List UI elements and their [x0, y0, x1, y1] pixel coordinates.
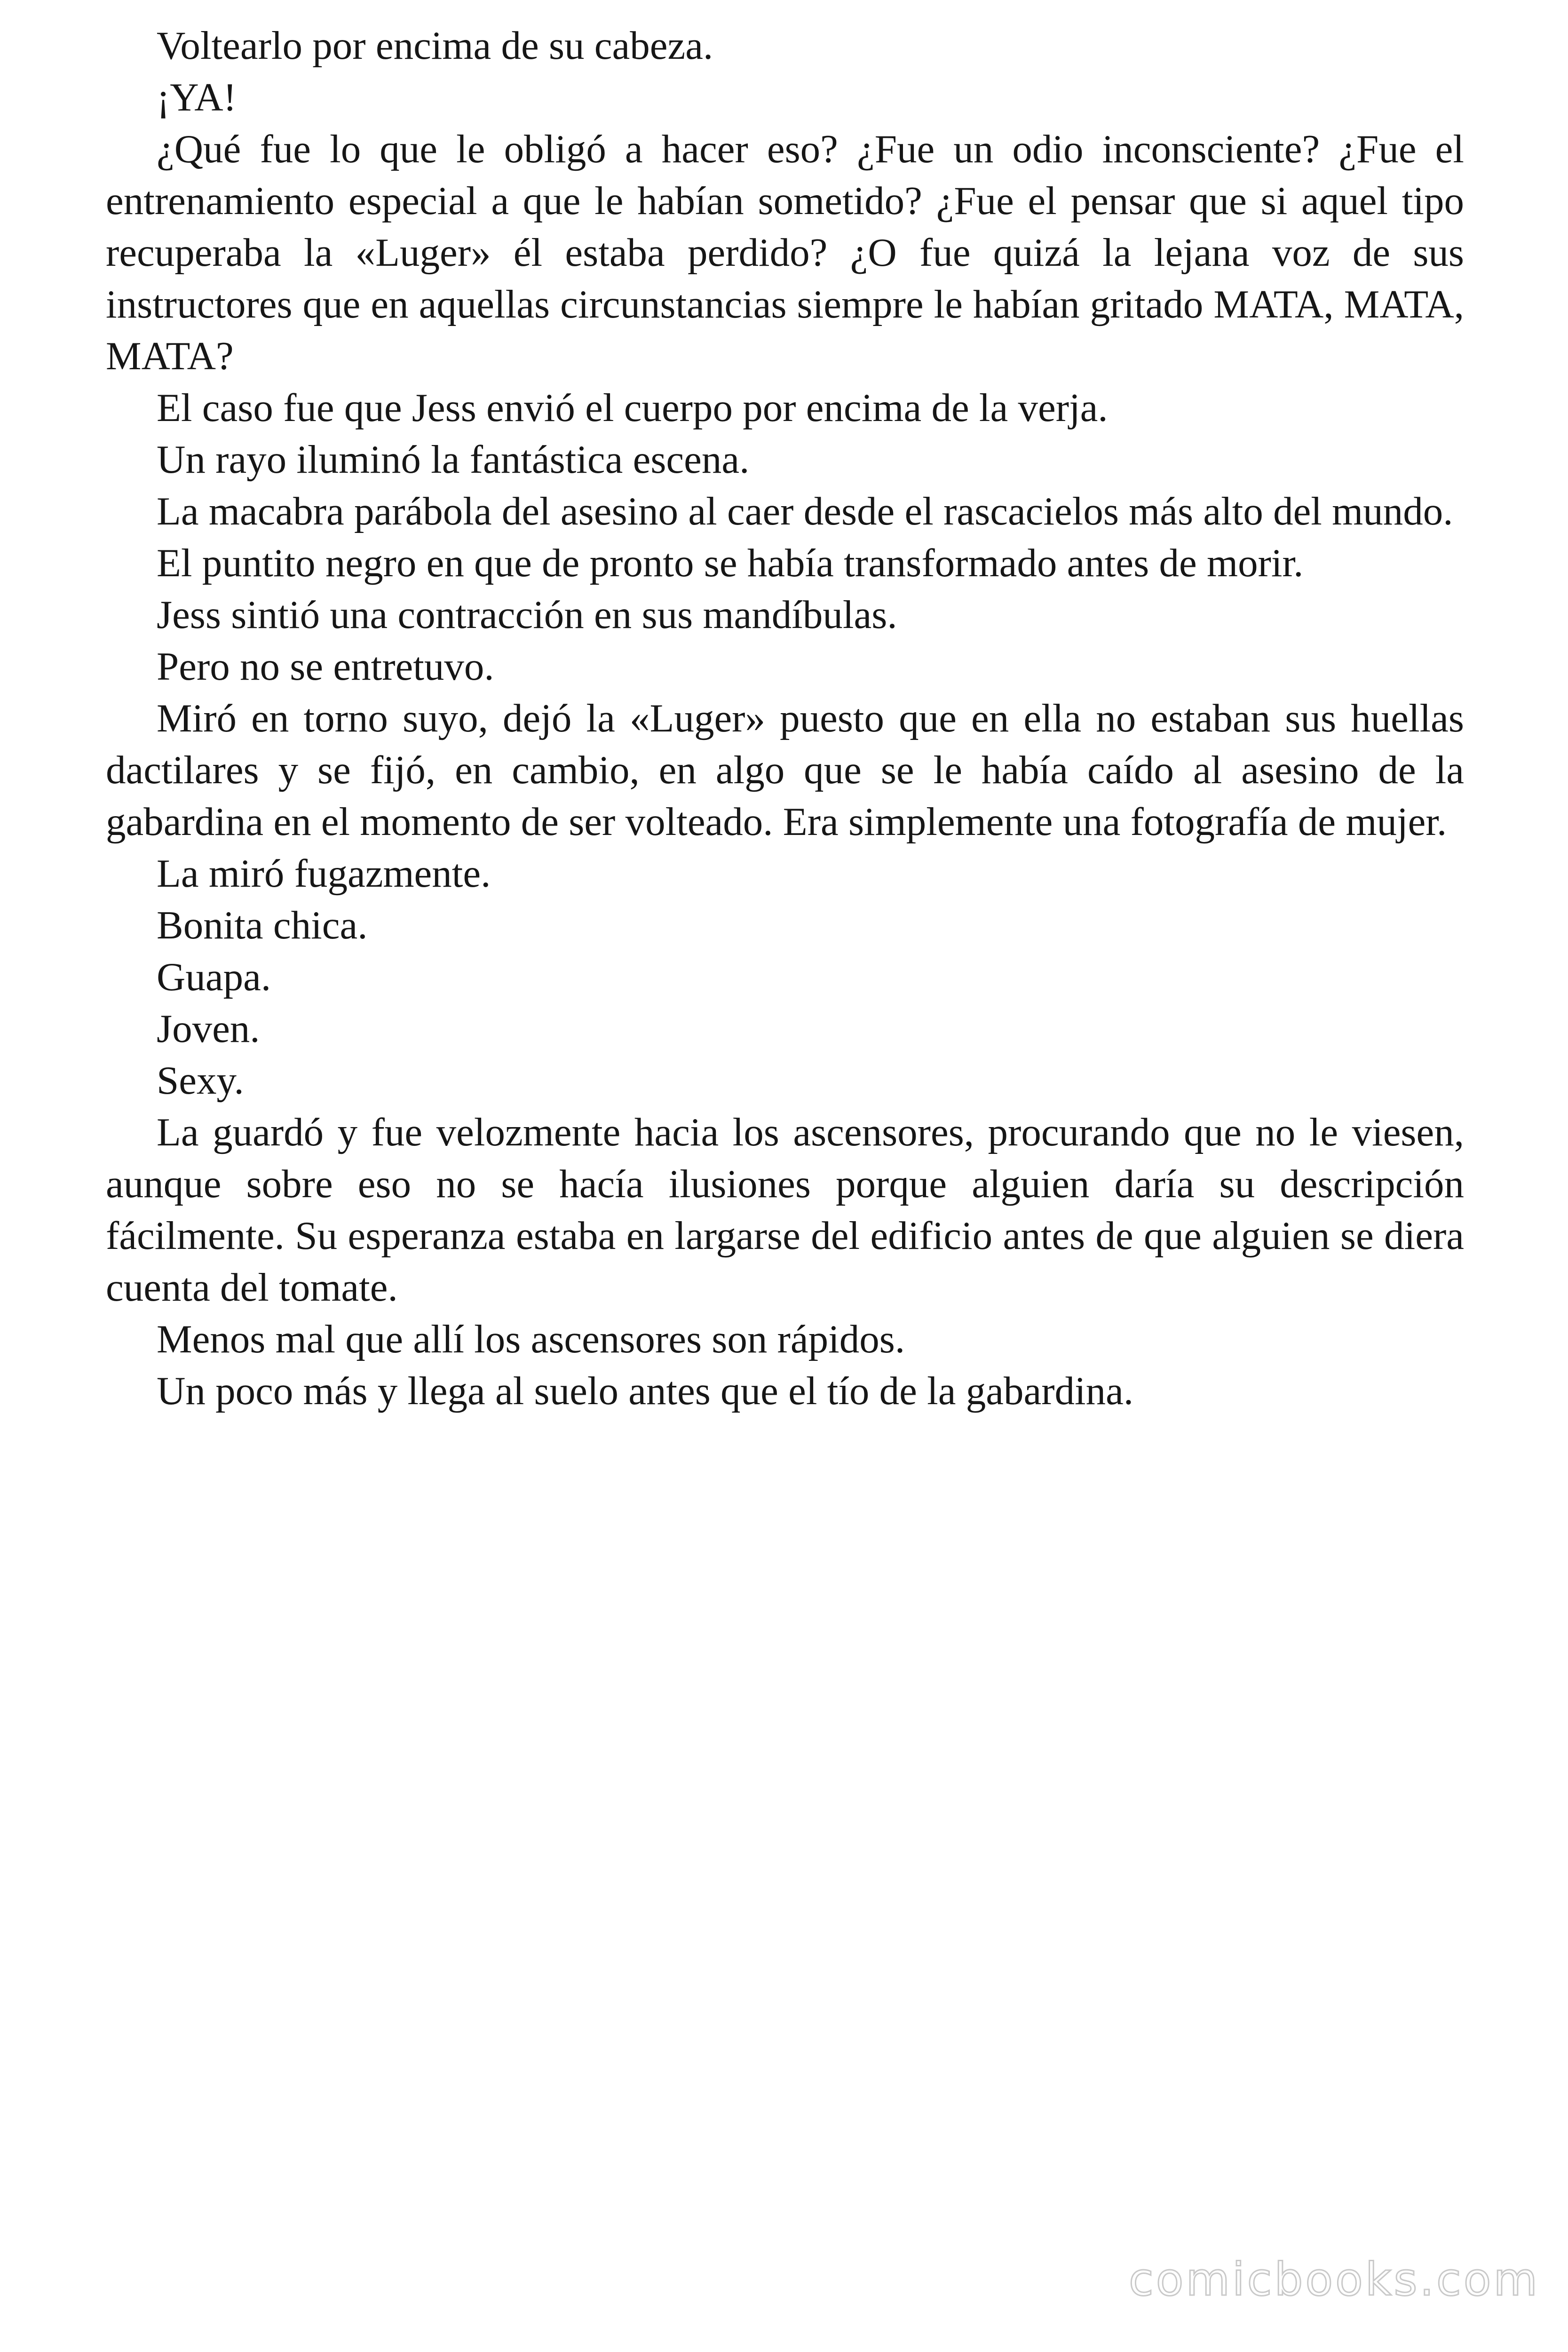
paragraph: Joven. [157, 1007, 260, 1051]
paragraph: El puntito negro en que de pronto se había transformado antes de morir. [157, 541, 1304, 585]
paragraph: Un rayo iluminó la fantástica escena. [157, 437, 750, 482]
paragraph: El caso fue que Jess envió el cuerpo por encima de la verja. [157, 386, 1108, 430]
paragraph: La macabra parábola del asesino al caer desde el rascacielos más alto del mundo. [157, 489, 1453, 533]
paragraph: Un poco más y llega al suelo antes que el tío de la gabardina. [157, 1369, 1134, 1413]
paragraph: Menos mal que allí los ascensores son rápidos. [157, 1317, 905, 1361]
paragraph: Miró en torno suyo, dejó la «Luger» puesto que en ella no estaban sus huellas dactilares y se fijó, en cambio, en algo que se le había caído al asesino de la gabardina en el momento de ser volteado. Era simplemente una fotografía de mujer. [106, 696, 1464, 844]
watermark: comicbooks.com [1128, 2253, 1540, 2306]
body-text [106, 20, 1464, 1417]
paragraph: La guardó y fue velozmente hacia los ascensores, procurando que no le viesen, aunque sobre eso no se hacía ilusiones porque alguien daría su descripción fácilmente. Su esperanza estaba en largarse del edificio antes de que alguien se diera cuenta del tomate. [106, 1110, 1464, 1310]
paragraph: Sexy. [157, 1058, 244, 1103]
paragraph: Pero no se entretuvo. [157, 644, 494, 689]
paragraph: Bonita chica. [157, 903, 368, 947]
paragraph: Voltearlo por encima de su cabeza. [157, 24, 713, 68]
paragraph: ¡YA! [157, 75, 237, 119]
paragraph: Jess sintió una contracción en sus mandíbulas. [157, 593, 897, 637]
paragraph: Guapa. [157, 955, 271, 999]
paragraph: La miró fugazmente. [157, 851, 491, 896]
paragraph: ¿Qué fue lo que le obligó a hacer eso? ¿Fue un odio inconsciente? ¿Fue el entrenamiento especial a que le habían sometido? ¿Fue el pensar que si aquel tipo recuperaba la «Luger» él estaba perdido? ¿O fue quizá la lejana voz de sus instructores que en aquellas circunstancias siempre le habían gritado MATA, MATA, MATA? [106, 127, 1464, 378]
